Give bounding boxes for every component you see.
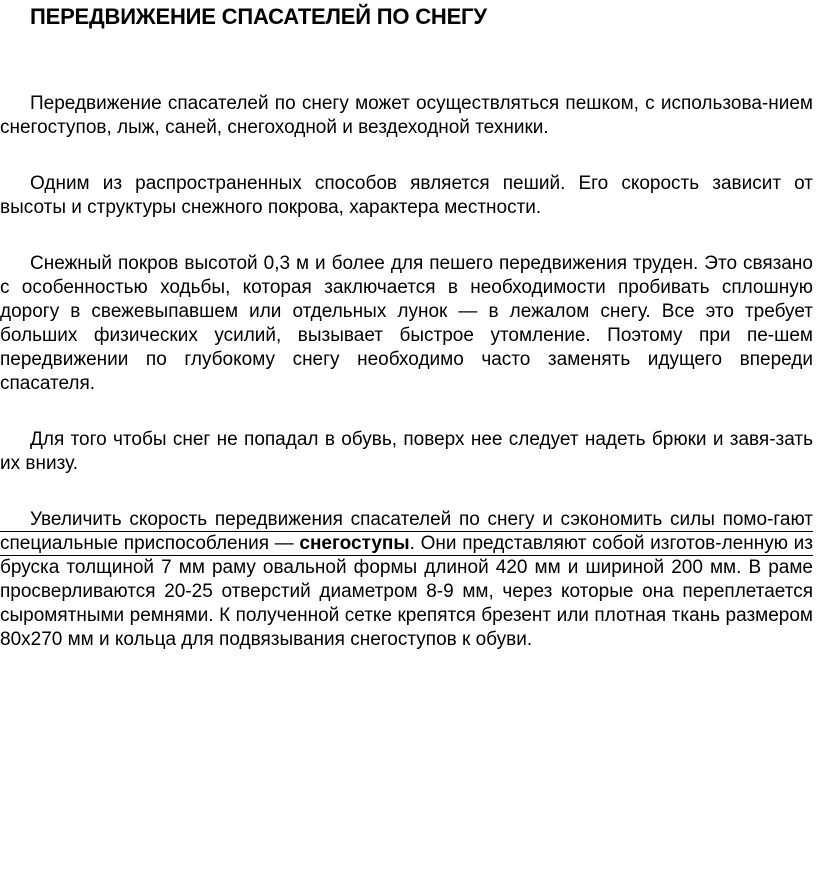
page-title: ПЕРЕДВИЖЕНИЕ СПАСАТЕЛЕЙ ПО СНЕГУ	[30, 4, 487, 29]
paragraph-snowshoes	[0, 508, 813, 652]
paragraph-methods: Передвижение спасателей по снегу может осуществляться пешком, с использова-нием снегоступов, лыж, саней, снегоходной и вездеходной техники.	[0, 93, 813, 138]
paragraph-walking: Одним из распространенных способов является пеший. Его скорость зависит от высоты и структуры снежного покрова, характера местности.	[0, 173, 813, 218]
paragraph-text: Увеличить скорость передвижения спасателей по снегу и сэкономить силы помо-гают специальные приспособления —	[0, 509, 813, 554]
emphasis-term: снегоступы	[299, 533, 410, 554]
paragraph-deep-snow: Снежный покров высотой 0,3 м и более для пешего передвижения труден. Это связано с особенностью ходьбы, которая заключается в необходимости пробивать сплошную дорогу в свежевыпавшем или отдельных лунок — в лежалом снегу. Все это требует больших физических усилий, вызывает быстрое утомление. Поэтому при пе-шем передвижении по глубокому снегу необходимо часто заменять идущего впереди спасателя.	[0, 253, 813, 394]
paragraph-footwear: Для того чтобы снег не попадал в обувь, поверх нее следует надеть брюки и завя-зать их внизу.	[0, 429, 813, 474]
paragraph-text: . Они представляют собой изготов-ленную из бруска толщиной 7 мм раму овальной формы длиной 420 мм и шириной 200 мм. В раме просверливаются 20-25 отверстий диаметром 8-9 мм, через которые она переплетается сыромятными ремнями. К полученной сетке крепятся брезент или плотная ткань размером 80х270 мм и кольца для подвязывания снегоступов к обуви.	[0, 533, 814, 650]
